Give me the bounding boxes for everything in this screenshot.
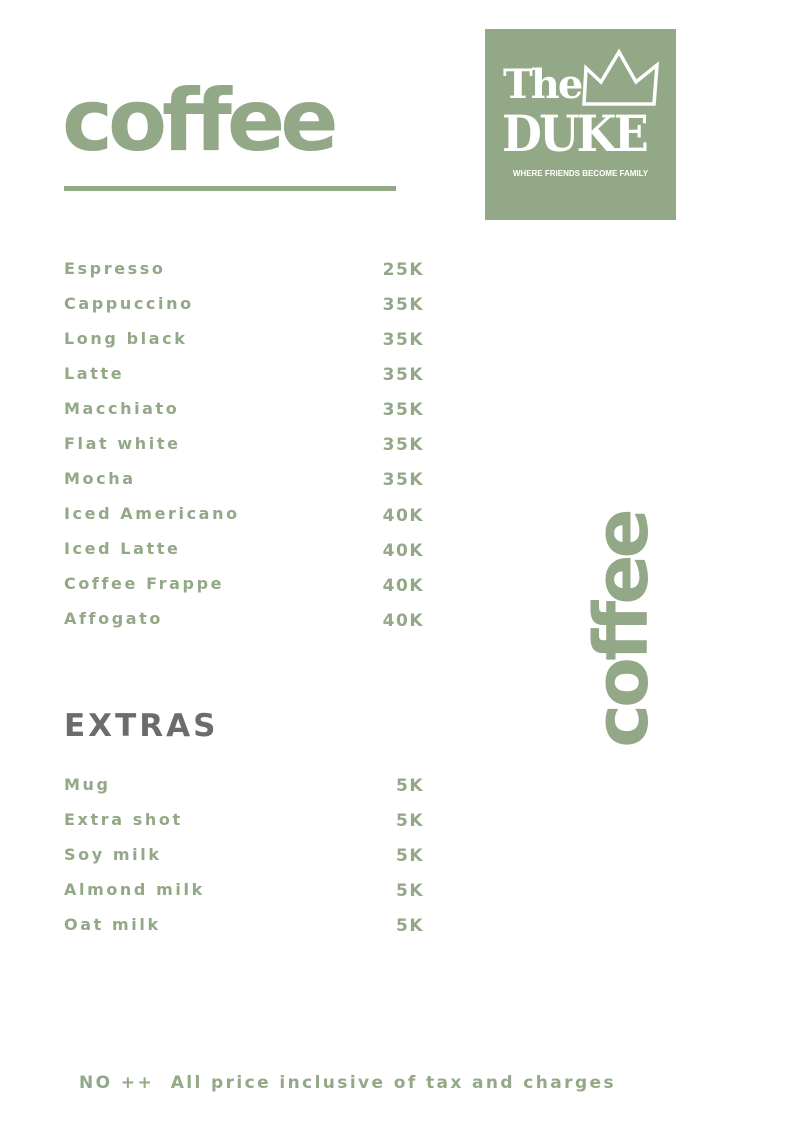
item-price: 35K: [382, 435, 424, 455]
menu-item: [64, 609, 426, 644]
menu-item: [64, 539, 426, 574]
logo-word-the: The: [503, 61, 582, 108]
item-name: Oat milk: [64, 915, 161, 934]
item-price: 35K: [382, 470, 424, 490]
item-name: Iced Latte: [64, 539, 181, 558]
item-name: Mug: [64, 775, 111, 794]
item-name: Espresso: [64, 259, 166, 278]
item-price: 35K: [382, 400, 424, 420]
extras-heading: EXTRAS: [64, 708, 219, 744]
menu-item: [64, 329, 426, 364]
vertical-coffee-text: coffee: [579, 512, 665, 748]
item-price: 35K: [382, 365, 424, 385]
item-price: 40K: [382, 576, 424, 596]
menu-item: [64, 259, 426, 294]
item-price: 35K: [382, 330, 424, 350]
item-name: Macchiato: [64, 399, 180, 418]
price-footnote: NO ++ All price inclusive of tax and charges: [79, 1073, 616, 1093]
extra-item: [64, 880, 426, 915]
title-underline: [64, 186, 396, 191]
item-name: Flat white: [64, 434, 181, 453]
item-price: 5K: [395, 811, 424, 831]
menu-item: [64, 294, 426, 329]
item-price: 5K: [395, 916, 424, 936]
item-name: Long black: [64, 329, 188, 348]
page-title: coffee: [62, 71, 334, 171]
item-price: 25K: [382, 260, 424, 280]
item-name: Affogato: [64, 609, 163, 628]
item-name: Coffee Frappe: [64, 574, 225, 593]
extra-item: [64, 810, 426, 845]
item-price: 40K: [382, 611, 424, 631]
item-name: Cappuccino: [64, 294, 194, 313]
menu-item: [64, 399, 426, 434]
item-name: Iced Americano: [64, 504, 240, 523]
extra-item: [64, 845, 426, 880]
item-name: Almond milk: [64, 880, 205, 899]
menu-item: [64, 469, 426, 504]
menu-item: [64, 364, 426, 399]
item-price: 5K: [395, 776, 424, 796]
item-name: Extra shot: [64, 810, 183, 829]
item-name: Latte: [64, 364, 125, 383]
the-duke-logo: [485, 29, 676, 220]
extras-list: [64, 775, 426, 950]
item-price: 35K: [382, 295, 424, 315]
extra-item: [64, 915, 426, 950]
item-name: Soy milk: [64, 845, 162, 864]
menu-item: [64, 574, 426, 609]
coffee-menu-list: [64, 259, 426, 644]
item-price: 5K: [395, 846, 424, 866]
extra-item: [64, 775, 426, 810]
menu-item: [64, 504, 426, 539]
logo-word-duke: DUKE: [502, 104, 647, 163]
item-price: 40K: [382, 506, 424, 526]
item-price: 5K: [395, 881, 424, 901]
item-price: 40K: [382, 541, 424, 561]
item-name: Mocha: [64, 469, 136, 488]
logo-tagline: WHERE FRIENDS BECOME FAMILY: [512, 169, 649, 178]
menu-item: [64, 434, 426, 469]
